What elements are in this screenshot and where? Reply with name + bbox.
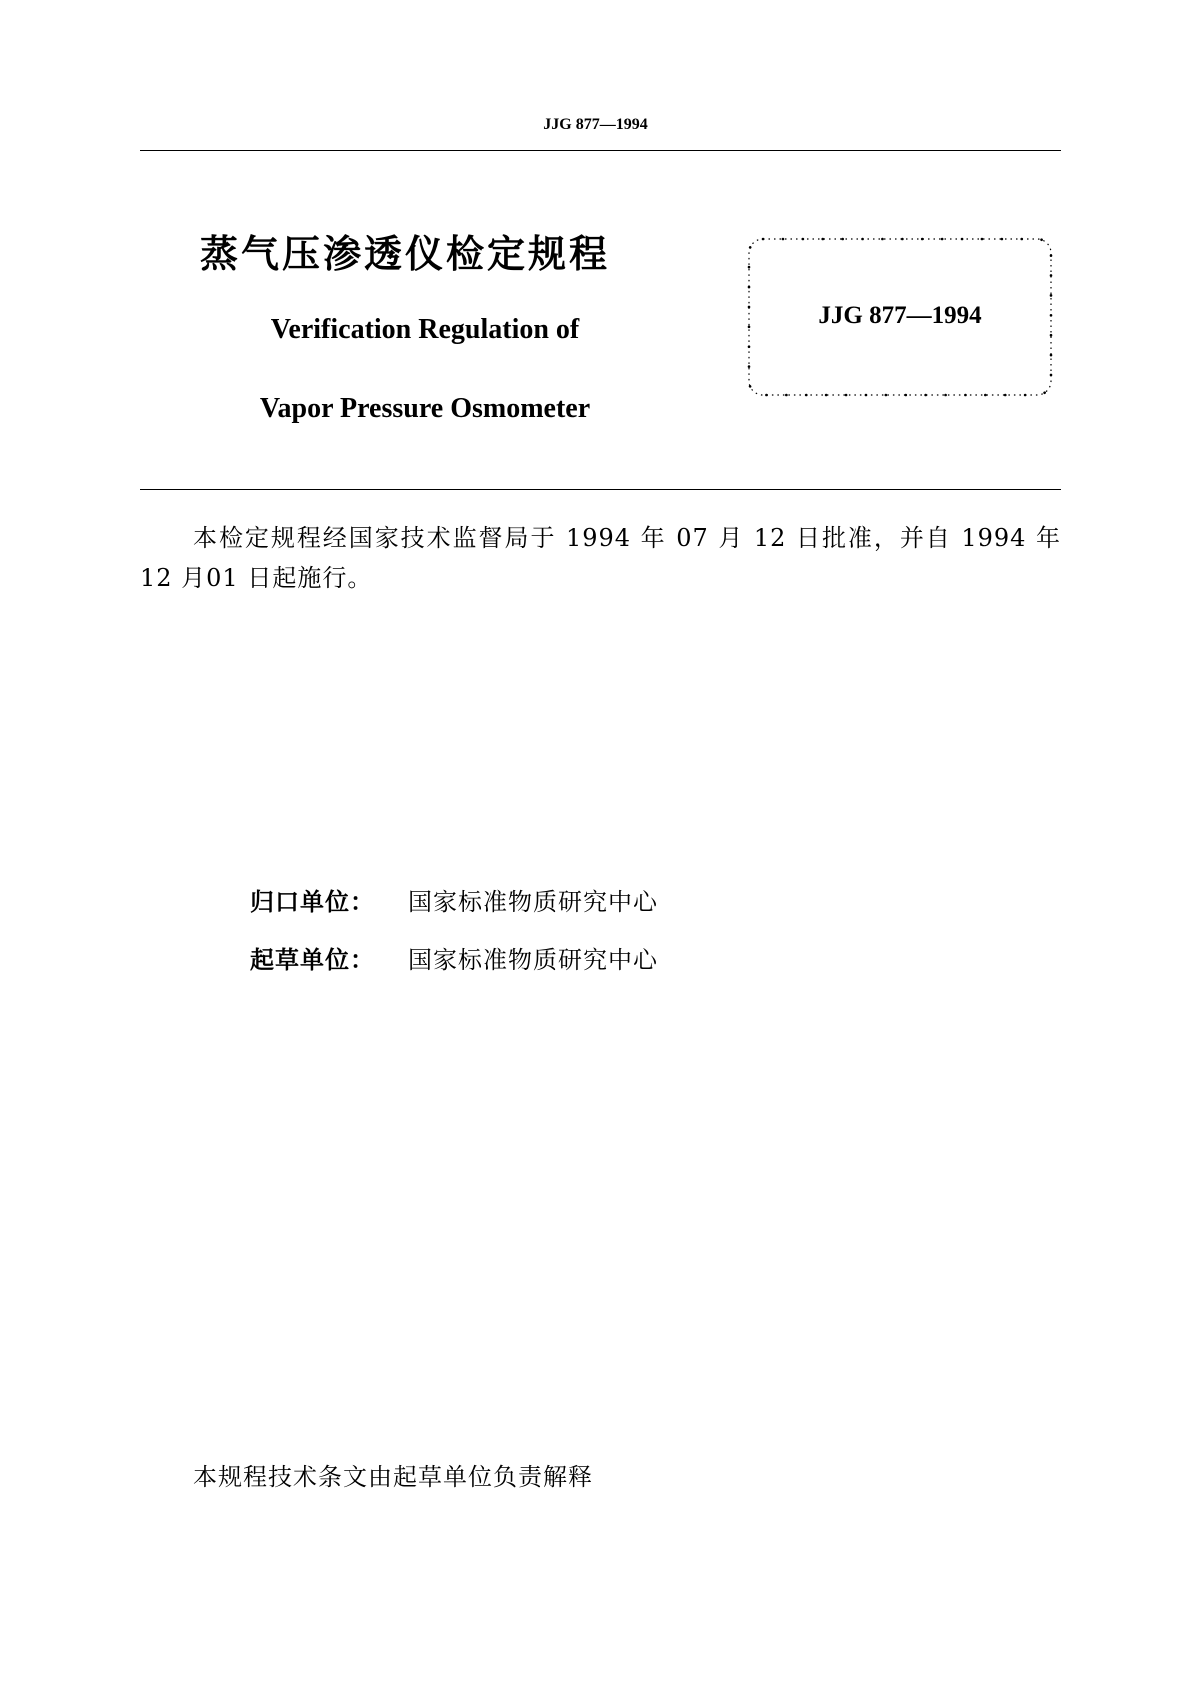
header-standard-code: JJG 877—1994	[543, 116, 648, 133]
standard-code-box	[746, 236, 1054, 398]
title-english-line2: Vapor Pressure Osmometer	[259, 393, 591, 424]
drafting-unit-row	[250, 940, 658, 975]
responsible-unit-row	[250, 882, 658, 917]
title-english-line1: Verification Regulation of	[270, 314, 580, 345]
top-rule	[140, 150, 1061, 151]
drafting-unit-value: 国家标准物质研究中心	[408, 946, 658, 974]
approval-statement: 本检定规程经国家技术监督局于 1994 年 07 月 12 日批准，并自 1994 年 12 月01 日起施行。	[140, 524, 1061, 592]
responsible-unit-label: 归口单位：	[250, 888, 375, 916]
drafting-unit-label: 起草单位：	[250, 946, 375, 974]
standard-code-box-text: JJG 877—1994	[818, 302, 982, 329]
middle-rule	[140, 489, 1061, 490]
interpretation-note: 本规程技术条文由起草单位负责解释	[193, 1463, 593, 1491]
title-chinese: 蒸气压渗透仪检定规程	[200, 232, 611, 276]
responsible-unit-value: 国家标准物质研究中心	[408, 888, 658, 916]
